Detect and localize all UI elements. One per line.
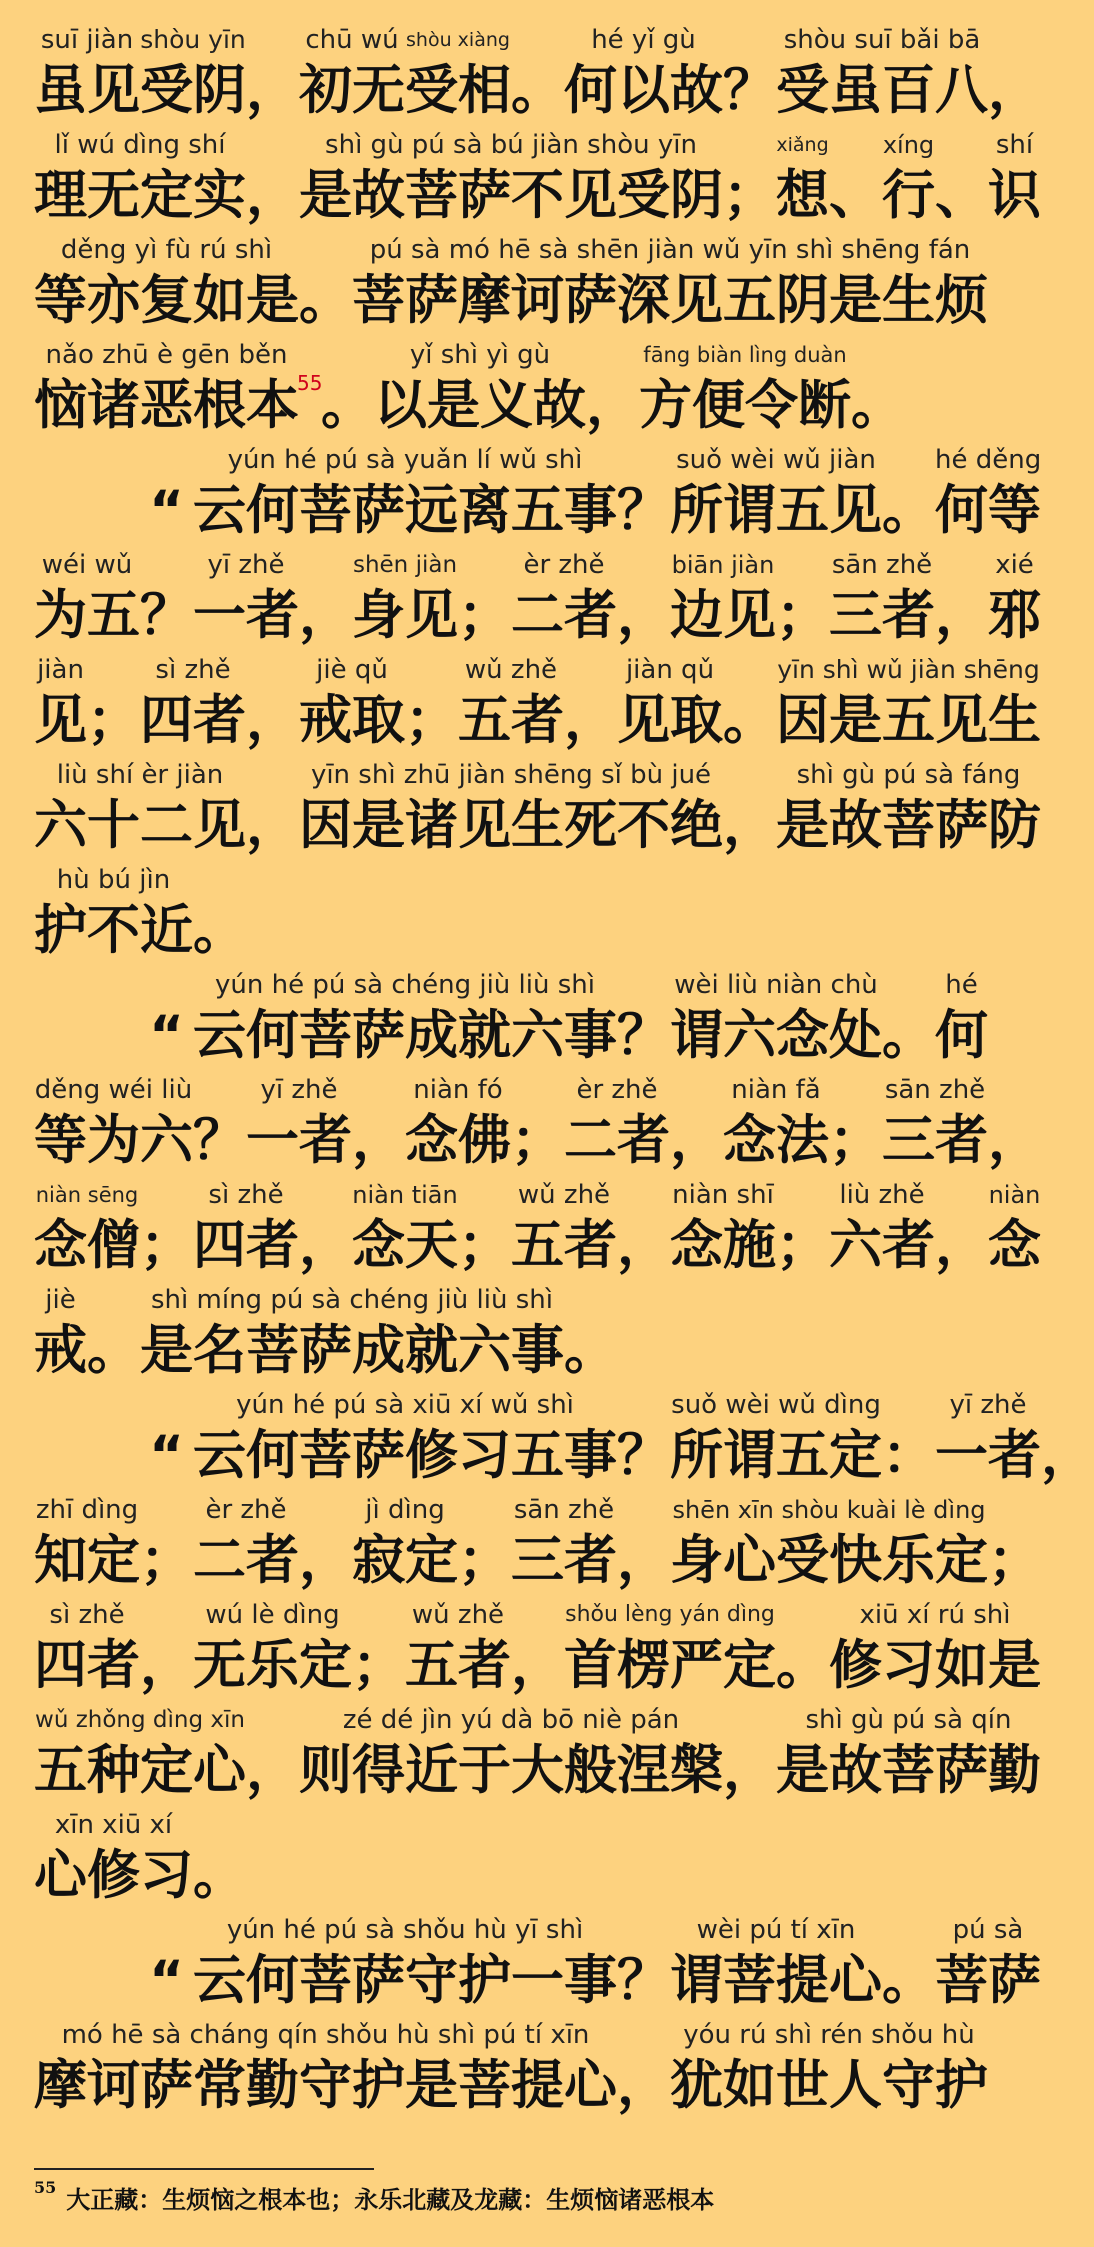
hanzi: 所谓五见 (670, 480, 882, 541)
text-line (0, 127, 1080, 232)
text-line (0, 1702, 1080, 1807)
pinyin: yīn shì zhū jiàn shēng sǐ bù jué (310, 760, 712, 790)
pinyin: èr zhě (205, 1495, 287, 1525)
hanzi: 识 (988, 165, 1041, 226)
punctuation: ？ (140, 585, 193, 646)
text-line (0, 1072, 1080, 1177)
hanzi: 边见 (670, 585, 776, 646)
hanzi: 因是诸见生死不绝 (299, 795, 723, 856)
punctuation: 。 (321, 375, 374, 436)
pinyin: nǎo zhū è gēn běn (45, 340, 288, 370)
punctuation: ， (299, 1215, 352, 1276)
punctuation: ， (935, 1215, 988, 1276)
pinyin: èr zhě (523, 550, 605, 580)
hanzi: 犹如世人守护 (670, 2055, 988, 2116)
hanzi: 念法 (723, 1110, 829, 1171)
hanzi: 恼诸恶根本 (34, 375, 299, 436)
pinyin: děng yì fù rú shì (60, 235, 273, 265)
hanzi: 云何菩萨守护一事 (193, 1950, 617, 2011)
pinyin: jiàn (37, 655, 84, 685)
pinyin: yǐ shì yì gù (409, 340, 551, 370)
hanzi: 六十二见 (34, 795, 246, 856)
pinyin: yī zhě (260, 1075, 338, 1105)
pinyin: sì zhě (49, 1600, 125, 1630)
footnote-divider (34, 2168, 374, 2170)
pinyin: wǔ zhě (517, 1180, 611, 1210)
text-line (0, 652, 1080, 757)
punctuation: ， (299, 585, 352, 646)
pinyin: jì dìng (365, 1495, 445, 1525)
pinyin: shǒu lèng yán dìng (565, 1602, 775, 1627)
pinyin: shòu xiàng (406, 29, 510, 51)
pinyin: suī jiàn (40, 25, 134, 55)
pinyin: jiè qǔ (316, 655, 388, 685)
hanzi: 戒取 (299, 690, 405, 751)
pinyin: pú sà (952, 1915, 1024, 1945)
pinyin: wǔ zhě (411, 1600, 505, 1630)
punctuation: ， (246, 795, 299, 856)
punctuation: 。 (511, 60, 564, 121)
hanzi: 五者 (405, 1635, 511, 1696)
punctuation: 、 (829, 165, 882, 226)
hanzi: 四者 (193, 1215, 299, 1276)
punctuation: ； (87, 690, 140, 751)
pinyin: shì gù pú sà fáng (796, 760, 1021, 790)
punctuation: ， (246, 165, 299, 226)
punctuation: ； (988, 1530, 1041, 1591)
punctuation: ， (246, 60, 299, 121)
hanzi: 三者 (882, 1110, 988, 1171)
pinyin: shēn xīn shòu kuài lè dìng (672, 1496, 986, 1524)
hanzi: 谓菩提心 (670, 1950, 882, 2011)
pinyin: sān zhě (831, 550, 933, 580)
pinyin: wèi liù niàn chù (674, 970, 878, 1000)
pinyin: shì míng pú sà chéng jiù liù shì (151, 1285, 553, 1315)
punctuation: ， (617, 1215, 670, 1276)
punctuation: ； (352, 1635, 405, 1696)
pinyin: yún hé pú sà chéng jiù liù shì (215, 970, 595, 1000)
punctuation: ， (1041, 1425, 1094, 1486)
hanzi: 何以故 (564, 60, 723, 121)
text-line (0, 967, 1080, 1072)
punctuation: ； (776, 1215, 829, 1276)
text-line (0, 442, 1080, 547)
hanzi: 念佛 (405, 1110, 511, 1171)
hanzi: 以是义故 (374, 375, 586, 436)
text-line (0, 757, 1080, 862)
punctuation: ？ (617, 1950, 670, 2011)
pinyin: pú sà mó hē sà shēn jiàn wǔ yīn shì shēng fán (369, 235, 971, 265)
hanzi: 方便令断 (639, 375, 851, 436)
pinyin: děng wéi liù (34, 1075, 193, 1105)
footnote-number: 55 (34, 2178, 57, 2197)
hanzi: 五种定心 (34, 1740, 246, 1801)
pinyin: suǒ wèi wǔ jiàn (676, 445, 876, 475)
pinyin: niàn fǎ (731, 1075, 821, 1105)
pinyin: wǔ zhě (464, 655, 558, 685)
punctuation: ， (352, 1110, 405, 1171)
text-line (0, 1387, 1094, 1492)
text-line (0, 547, 1080, 652)
hanzi: 初无 (299, 60, 405, 121)
hanzi: 理无定实 (34, 165, 246, 226)
pinyin: biān jiàn (671, 551, 775, 579)
punctuation: 。 (882, 1950, 935, 2011)
punctuation: ， (586, 375, 639, 436)
punctuation: ， (246, 1740, 299, 1801)
hanzi: 念天 (352, 1215, 458, 1276)
hanzi: 是故菩萨防 (776, 795, 1041, 856)
hanzi: 是名菩萨成就六事 (140, 1320, 564, 1381)
text-line (0, 1177, 1080, 1282)
hanzi: 见取 (617, 690, 723, 751)
punctuation: ， (617, 1530, 670, 1591)
punctuation: ； (829, 1110, 882, 1171)
hanzi: 行 (882, 165, 935, 226)
punctuation: ； (458, 1215, 511, 1276)
pinyin: wèi pú tí xīn (696, 1915, 856, 1945)
pinyin: zhī dìng (35, 1495, 139, 1525)
punctuation: 。 (564, 1320, 617, 1381)
hanzi: 则得近于大般涅槃 (299, 1740, 723, 1801)
pinyin: yún hé pú sà shǒu hù yī shì (226, 1915, 584, 1945)
hanzi: 身见 (352, 585, 458, 646)
punctuation: ； (405, 690, 458, 751)
punctuation: ； (723, 165, 776, 226)
punctuation: 。 (851, 375, 904, 436)
pinyin: liù zhě (839, 1180, 925, 1210)
hanzi: 三者 (511, 1530, 617, 1591)
hanzi: 二者 (511, 585, 617, 646)
pinyin: niàn tiān (352, 1181, 458, 1209)
punctuation: ？ (617, 1005, 670, 1066)
punctuation: “ (149, 480, 184, 541)
hanzi: 见 (34, 690, 87, 751)
hanzi: 心修习 (34, 1845, 193, 1906)
hanzi: 受相 (405, 60, 511, 121)
pinyin: èr zhě (576, 1075, 658, 1105)
hanzi: 云何菩萨修习五事 (193, 1425, 617, 1486)
pinyin: shí (995, 130, 1034, 160)
punctuation: 。 (882, 480, 935, 541)
punctuation: ， (988, 1110, 1041, 1171)
pinyin: shì gù pú sà bú jiàn shòu yīn (325, 130, 697, 160)
punctuation: 。 (193, 1845, 246, 1906)
pinyin: yī zhě (949, 1390, 1027, 1420)
pinyin: niàn fó (413, 1075, 503, 1105)
hanzi: 是故菩萨不见受阴 (299, 165, 723, 226)
text-line (0, 1282, 1080, 1387)
punctuation: ， (935, 585, 988, 646)
hanzi: 受虽百八 (776, 60, 988, 121)
punctuation: “ (149, 1425, 184, 1486)
hanzi: 无乐定 (193, 1635, 352, 1696)
hanzi: 五者 (511, 1215, 617, 1276)
pinyin: liù shí èr jiàn (56, 760, 224, 790)
punctuation: ； (776, 585, 829, 646)
punctuation: ？ (723, 60, 776, 121)
hanzi: 四者 (34, 1635, 140, 1696)
punctuation: ， (723, 795, 776, 856)
footnote-marker: 55 (297, 371, 323, 395)
text-line (0, 1912, 1080, 2017)
hanzi: 念僧 (34, 1215, 140, 1276)
hanzi: 知定 (34, 1530, 140, 1591)
hanzi: 受阴 (140, 60, 246, 121)
hanzi: 菩萨摩诃萨深见五阴是生烦 (352, 270, 988, 331)
hanzi: 菩萨 (935, 1950, 1041, 2011)
punctuation: ， (511, 1635, 564, 1696)
punctuation: ？ (617, 1425, 670, 1486)
punctuation: 。 (299, 270, 352, 331)
pinyin: sì zhě (208, 1180, 284, 1210)
hanzi: 虽见 (34, 60, 140, 121)
hanzi: 念施 (670, 1215, 776, 1276)
pinyin: yún hé pú sà yuǎn lí wǔ shì (227, 445, 583, 475)
pinyin: mó hē sà cháng qín shǒu hù shì pú tí xīn (61, 2020, 590, 2050)
hanzi: 二者 (193, 1530, 299, 1591)
hanzi: 云何菩萨成就六事 (193, 1005, 617, 1066)
hanzi: 护不近 (34, 900, 193, 961)
punctuation: ， (670, 1110, 723, 1171)
pinyin: shēn jiàn (352, 552, 458, 578)
hanzi: 摩诃萨常勤守护是菩提心 (34, 2055, 617, 2116)
hanzi: 六者 (829, 1215, 935, 1276)
pinyin: wú lè dìng (205, 1600, 340, 1630)
hanzi: 所谓五定 (670, 1425, 882, 1486)
pinyin: shì gù pú sà qín (805, 1705, 1012, 1735)
hanzi: 谓六念处 (670, 1005, 882, 1066)
punctuation: 。 (87, 1320, 140, 1381)
pinyin: xīn xiū xí (54, 1810, 173, 1840)
punctuation: ； (511, 1110, 564, 1171)
punctuation: ， (564, 690, 617, 751)
pinyin: yīn shì wǔ jiàn shēng (777, 655, 1040, 684)
pinyin: niàn sēng (35, 1183, 139, 1207)
hanzi: 修习如是 (829, 1635, 1041, 1696)
hanzi: 寂定 (352, 1530, 458, 1591)
hanzi: 三者 (829, 585, 935, 646)
hanzi: 四者 (140, 690, 246, 751)
pinyin: yún hé pú sà xiū xí wǔ shì (236, 1390, 574, 1420)
text-line (0, 232, 1080, 337)
pinyin: hé yǐ gù (591, 25, 696, 55)
pinyin: niàn (988, 1181, 1041, 1209)
punctuation: 、 (935, 165, 988, 226)
pinyin: yóu rú shì rén shǒu hù (683, 2020, 975, 2050)
hanzi: 邪 (988, 585, 1041, 646)
footnote-text: 大正藏：生烦恼之根本也；永乐北藏及龙藏：生烦恼诸恶根本 (66, 2185, 715, 2214)
text-line (0, 1492, 1080, 1597)
punctuation: ， (617, 585, 670, 646)
hanzi: 念 (988, 1215, 1041, 1276)
punctuation: ， (723, 1740, 776, 1801)
pinyin: lǐ wú dìng shí (54, 130, 226, 160)
text-line (0, 2017, 1080, 2122)
hanzi: 是故菩萨勤 (776, 1740, 1041, 1801)
punctuation: 。 (723, 690, 776, 751)
pinyin: fāng biàn lìng duàn (643, 343, 847, 367)
punctuation: “ (149, 1950, 184, 2011)
text-line (0, 862, 1080, 967)
footnote (34, 2180, 714, 2215)
hanzi: 为五 (34, 585, 140, 646)
pinyin: zé dé jìn yú dà bō niè pán (342, 1705, 680, 1735)
pinyin: yī zhě (207, 550, 285, 580)
punctuation: 。 (193, 900, 246, 961)
hanzi: 等亦复如是 (34, 270, 299, 331)
punctuation: ， (617, 2055, 670, 2116)
pinyin: shòu yīn (140, 25, 246, 54)
pinyin: sì zhě (155, 655, 231, 685)
hanzi: 首楞严定 (564, 1635, 776, 1696)
punctuation: ？ (193, 1110, 246, 1171)
hanzi: 何等 (935, 480, 1041, 541)
text-line (0, 337, 1080, 442)
punctuation: ？ (617, 480, 670, 541)
text-line (0, 22, 1080, 127)
hanzi: 身心受快乐定 (670, 1530, 988, 1591)
pinyin: xié (995, 550, 1034, 580)
pinyin: hé děng (935, 445, 1042, 475)
hanzi: 一者 (193, 585, 299, 646)
pinyin: jiàn qǔ (625, 655, 715, 685)
pinyin: wéi wǔ (41, 550, 133, 580)
pinyin: niàn shī (672, 1180, 774, 1210)
pinyin: sān zhě (884, 1075, 986, 1105)
punctuation: ； (140, 1215, 193, 1276)
hanzi: 五者 (458, 690, 564, 751)
punctuation: ， (140, 1635, 193, 1696)
punctuation: ； (140, 1530, 193, 1591)
pinyin: jiè (45, 1285, 76, 1315)
hanzi: 云何菩萨远离五事 (193, 480, 617, 541)
punctuation: “ (149, 1005, 184, 1066)
hanzi: 二者 (564, 1110, 670, 1171)
pinyin: chū wú (305, 25, 399, 55)
punctuation: ： (882, 1425, 935, 1486)
hanzi: 等为六 (34, 1110, 193, 1171)
pinyin: shòu suī bǎi bā (783, 25, 981, 55)
hanzi: 因是五见生 (776, 690, 1041, 751)
text-line (0, 1597, 1080, 1702)
punctuation: 。 (776, 1635, 829, 1696)
hanzi: 戒 (34, 1320, 87, 1381)
pinyin: wǔ zhǒng dìng xīn (35, 1707, 245, 1733)
hanzi: 一者 (246, 1110, 352, 1171)
pinyin: xiū xí rú shì (859, 1600, 1011, 1630)
pinyin: hé (945, 970, 978, 1000)
hanzi: 一者 (935, 1425, 1041, 1486)
hanzi: 想 (776, 165, 829, 226)
pinyin: suǒ wèi wǔ dìng (671, 1390, 881, 1420)
pinyin: hù bú jìn (56, 865, 171, 895)
punctuation: ； (458, 585, 511, 646)
hanzi: 何 (935, 1005, 988, 1066)
punctuation: ， (299, 1530, 352, 1591)
pinyin: xíng (882, 131, 935, 159)
punctuation: ， (246, 690, 299, 751)
text-line (0, 1807, 1080, 1912)
pinyin: xiǎng (776, 134, 829, 156)
punctuation: ； (458, 1530, 511, 1591)
punctuation: ， (988, 60, 1041, 121)
pinyin: sān zhě (513, 1495, 615, 1525)
punctuation: 。 (882, 1005, 935, 1066)
